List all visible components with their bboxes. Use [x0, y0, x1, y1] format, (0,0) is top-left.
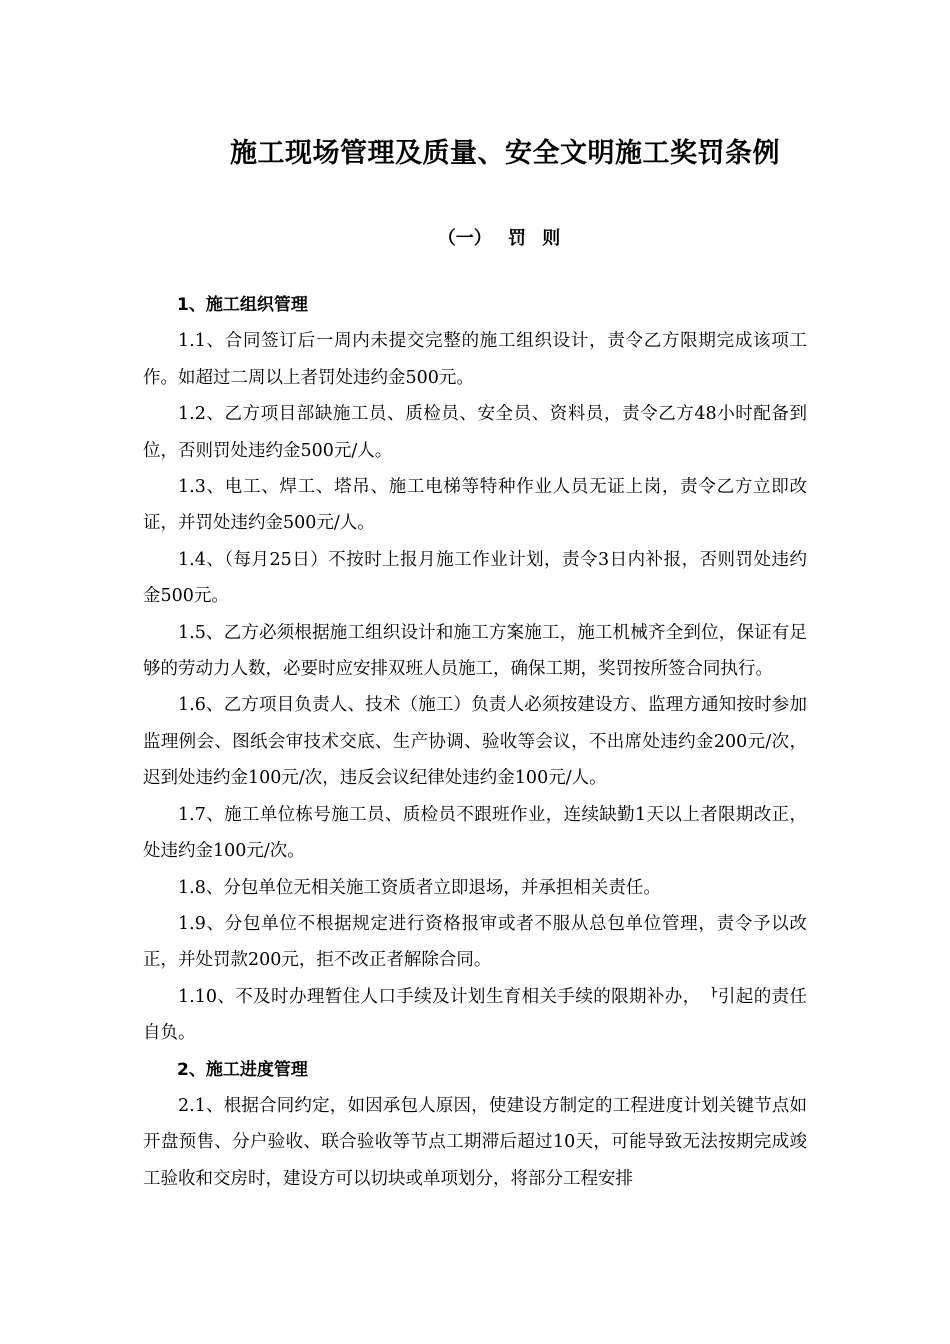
section-heading: 2、施工进度管理	[177, 1059, 308, 1080]
clause-paragraph: 1.7、施工单位栋号施工员、质检员不跟班作业，连续缺勤1天以上者限期改正，处违约金100元/次。	[143, 804, 807, 862]
clause-paragraph: 1.9、分包单位不根据规定进行资格报审或者不服从总包单位管理，责令予以改正，并处罚款200元，拒不改正者解除合同。	[143, 913, 807, 971]
clause-paragraph: 1.10、不及时办理暂住人口手续及计划生育相关手续的限期补办，ᅡ引起的责任自负。	[143, 986, 807, 1044]
clause-paragraph: 2.1、根据合同约定，如因承包人原因，使建设方制定的工程进度计划关键节点如开盘预售、分户验收、联合验收等节点工期滞后超过10天，可能导致无法按期完成竣工验收和交房时，建设方可以切块或单项划分，将部分工程安排	[143, 1095, 807, 1189]
clause-paragraph: 1.2、乙方项目部缺施工员、质检员、安全员、资料员，责令乙方48小时配备到位，否则罚处违约金500元/人。	[143, 404, 807, 461]
clause-paragraph: 1.8、分包单位无相关施工资质者立即退场，并承担相关责任。	[178, 877, 661, 898]
section-title: （一） 罚 则	[437, 228, 561, 249]
clause-paragraph: 1.6、乙方项目负责人、技术（施工）负责人必须按建设方、监理方通知按时参加监理例会、图纸会审技术交底、生产协调、验收等会议，不出席处违约金200元/次，迟到处违约金100元/次，违反会议纪律处违约金100元/人。	[143, 695, 807, 789]
section-heading: 1、施工组织管理	[177, 295, 308, 315]
clause-paragraph: 1.3、电工、焊工、塔吊、施工电梯等特种作业人员无证上岗，责令乙方立即改证，并罚处违约金500元/人。	[143, 477, 807, 534]
document-body	[143, 287, 807, 1197]
clause-paragraph: 1.4、（每月25日）不按时上报月施工作业计划，责令3日内补报，否则罚处违约金500元。	[143, 549, 807, 607]
clause-paragraph: 1.1、合同签订后一周内未提交完整的施工组织设计，责令乙方限期完成该项工作。如超过二周以上者罚处违约金500元。	[143, 331, 807, 388]
clause-paragraph: 1.5、乙方必须根据施工组织设计和施工方案施工，施工机械齐全到位，保证有足够的劳动力人数，必要时应安排双班人员施工，确保工期，奖罚按所签合同执行。	[143, 622, 807, 680]
document-title: 施工现场管理及质量、安全文明施工奖罚条例	[230, 138, 780, 169]
